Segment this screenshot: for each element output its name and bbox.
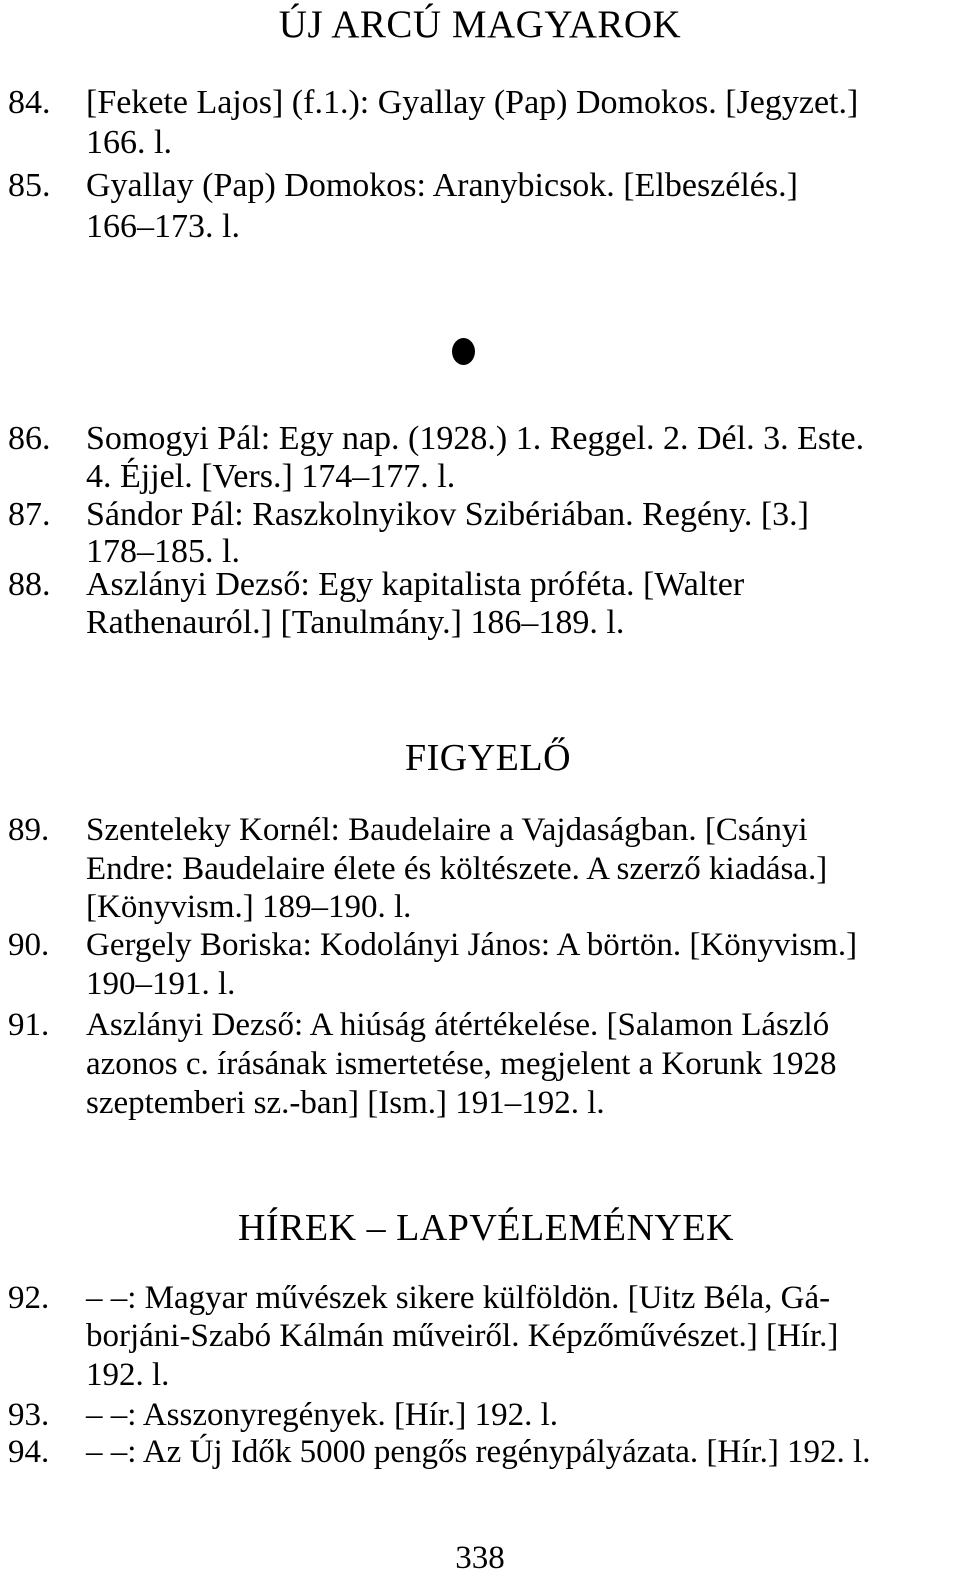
entry-text-line: Rathenauról.] [Tanulmány.] 186–189. l. [86, 604, 625, 641]
entry-number: 85. [8, 167, 51, 204]
entry-text-line: Aszlányi Dezső: A hiúság átértékelése. [Salamon László [86, 1007, 830, 1043]
entry-text-line: 166. l. [86, 124, 172, 161]
entry-text-line: – –: Asszonyregények. [Hír.] 192. l. [86, 1397, 559, 1433]
entry-number: 87. [8, 496, 51, 533]
entry-text-line: 190–191. l. [86, 966, 236, 1002]
entry-number: 94. [8, 1434, 50, 1470]
entry-text-line: Somogyi Pál: Egy nap. (1928.) 1. Reggel. 2. Dél. 3. Este. [86, 420, 865, 457]
entry-number: 86. [8, 420, 51, 457]
entry-text-line: [Fekete Lajos] (f.1.): Gyallay (Pap) Domokos. [Jegyzet.] [86, 84, 859, 121]
entry-text-line: 192. l. [86, 1357, 170, 1393]
entry-text-line: szeptemberi sz.-ban] [Ism.] 191–192. l. [86, 1085, 605, 1121]
section-heading-hirek: HÍREK – LAPVÉLEMÉNYEK [237, 1207, 734, 1249]
entry-text-line: azonos c. írásának ismertetése, megjelent a Korunk 1928 [86, 1046, 837, 1082]
entry-text-line: – –: Magyar művészek sikere külföldön. [Uitz Béla, Gá- [86, 1280, 831, 1316]
entry-number: 92. [8, 1280, 50, 1316]
entry-text-line: 178–185. l. [86, 533, 240, 570]
entry-number: 84. [8, 84, 51, 121]
entry-text-line: [Könyvism.] 189–190. l. [86, 889, 412, 925]
page-number: 338 [455, 1540, 505, 1576]
entry-text-line: Endre: Baudelaire élete és költészete. A szerző kiadása.] [86, 851, 828, 887]
entry-number: 89. [8, 812, 50, 848]
entry-text-line: Szenteleky Kornél: Baudelaire a Vajdaságban. [Csányi [86, 812, 808, 848]
entry-number: 93. [8, 1397, 50, 1433]
entry-number: 90. [8, 927, 50, 963]
entry-number: 91. [8, 1007, 50, 1043]
entry-text-line: Gyallay (Pap) Domokos: Aranybicsok. [Elbeszélés.] [86, 167, 798, 204]
entry-text-line: 166–173. l. [86, 208, 240, 245]
entry-text-line: Gergely Boriska: Kodolányi János: A börtön. [Könyvism.] [86, 927, 858, 963]
entry-text-line: borjáni-Szabó Kálmán műveiről. Képzőművészet.] [Hír.] [86, 1318, 839, 1354]
section-heading-figyelo: FIGYELŐ [404, 737, 572, 779]
entry-text-line: 4. Éjjel. [Vers.] 174–177. l. [86, 458, 456, 495]
page-title: ÚJ ARCÚ MAGYAROK [278, 3, 682, 46]
entry-number: 88. [8, 566, 51, 603]
entry-text-line: Sándor Pál: Raszkolnyikov Szibériában. Regény. [3.] [86, 496, 809, 533]
entry-text-line: Aszlányi Dezső: Egy kapitalista próféta. [Walter [86, 566, 745, 603]
section-separator-bullet [452, 338, 475, 365]
entry-text-line: – –: Az Új Idők 5000 pengős regénypályázata. [Hír.] 192. l. [86, 1434, 871, 1470]
